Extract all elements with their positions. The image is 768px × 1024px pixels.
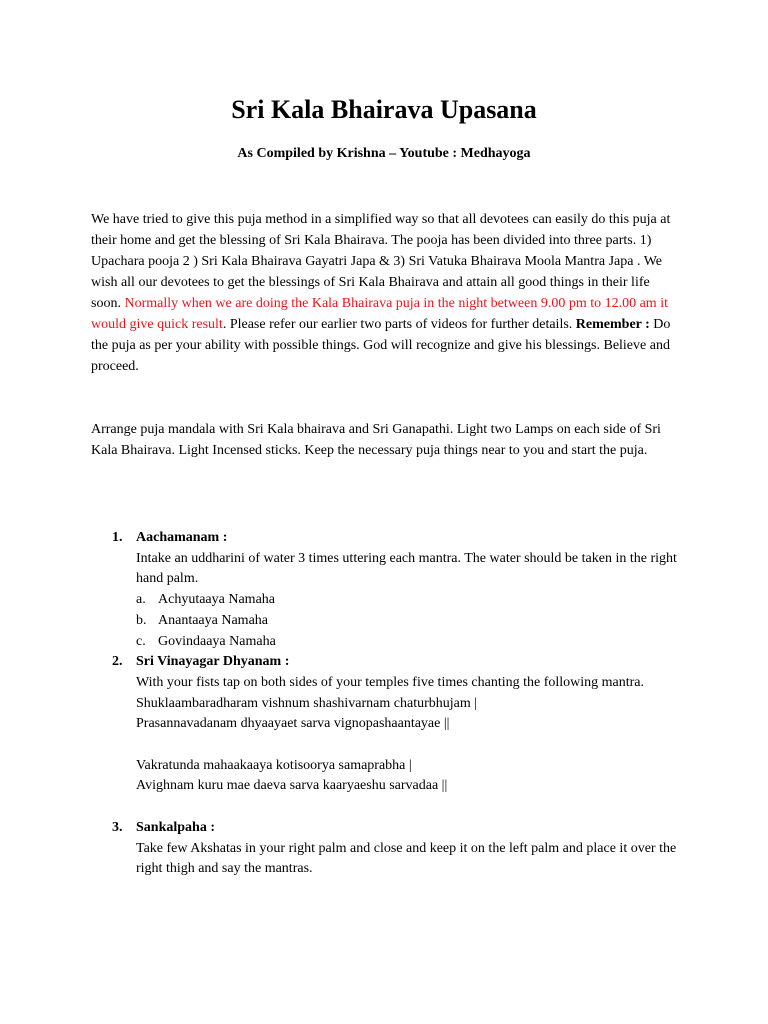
spacer <box>136 735 682 756</box>
step-number: 1. <box>112 530 123 545</box>
sub-item-text: Anantaaya Namaha <box>158 612 268 628</box>
mantra-line: Prasannavadanam dhyaayaet sarva vignopashaantayae || <box>136 716 450 732</box>
intro-text-a: We have tried to give this puja method in a simplified way so that all devotees can easily do this puja at their home and get the blessing of Sri Kala Bhairava. The pooja has been divided into three parts. 1) Upachara pooja 2 ) Sri Kala Bhairava Gayatri Japa & 3) Sri Vatuka Bhairava Moola Mantra Japa . We wish all our devotees to get the blessings of Sri Kala Bhairava and attain all good things in their life soon. <box>91 212 671 311</box>
arrangement-paragraph: Arrange puja mandala with Sri Kala bhairava and Sri Ganapathi. Light two Lamps on each side of Sri Kala Bhairava. Light Incensed sticks. Keep the necessary puja things near to you and start the puja. <box>91 422 661 458</box>
step-body: Take few Akshatas in your right palm and close and keep it on the left palm and place it over the right thigh and say the mantras. <box>136 840 677 877</box>
step-number: 3. <box>112 819 123 835</box>
sub-item <box>136 590 682 611</box>
sub-item-text: Achyutaaya Namaha <box>158 592 275 608</box>
intro-highlight-red: Normally when we are doing the Kala Bhairava puja in the night between 9.00 pm to 12.00 am it would give quick result <box>91 296 668 332</box>
step-title: Aachamanam : <box>136 530 228 545</box>
document-subtitle: As Compiled by Krishna – Youtube : Medhayoga <box>237 146 531 161</box>
step-title: Sankalpaha : <box>136 819 215 835</box>
step-number: 2. <box>112 654 123 670</box>
step-title: Sri Vinayagar Dhyanam : <box>136 654 290 670</box>
mantra-line: Avighnam kuru mae daeva sarva kaaryaeshu sarvadaa || <box>136 778 448 794</box>
document-title: Sri Kala Bhairava Upasana <box>231 95 537 124</box>
sub-item <box>136 611 682 632</box>
step-body: Intake an uddharini of water 3 times uttering each mantra. The water should be taken in the right hand palm. <box>136 550 677 587</box>
step-3 <box>112 818 682 880</box>
intro-text-b: . Please refer our earlier two parts of videos for further details. <box>222 317 576 332</box>
sub-item-letter: b. <box>136 612 147 628</box>
sub-item-letter: c. <box>136 633 146 649</box>
sub-item <box>136 632 682 653</box>
step-1 <box>112 528 682 652</box>
mantra-line: Shuklaambaradharam vishnum shashivarnam chaturbhujam | <box>136 695 478 711</box>
step-body: With your fists tap on both sides of your temples five times chanting the following mantra. <box>136 674 645 690</box>
mantra-line: Vakratunda mahaakaaya kotisoorya samaprabha | <box>136 757 412 773</box>
intro-paragraph <box>91 209 683 377</box>
intro-text-c: Do the puja as per your ability with possible things. God will recognize and give his blessings. Believe and proceed. <box>91 317 671 374</box>
step-2 <box>112 652 682 818</box>
steps-list <box>112 528 682 880</box>
intro-remember-label: Remember : <box>575 317 654 332</box>
spacer <box>136 797 682 818</box>
sub-item-text: Govindaaya Namaha <box>158 633 276 649</box>
sub-item-letter: a. <box>136 592 146 608</box>
